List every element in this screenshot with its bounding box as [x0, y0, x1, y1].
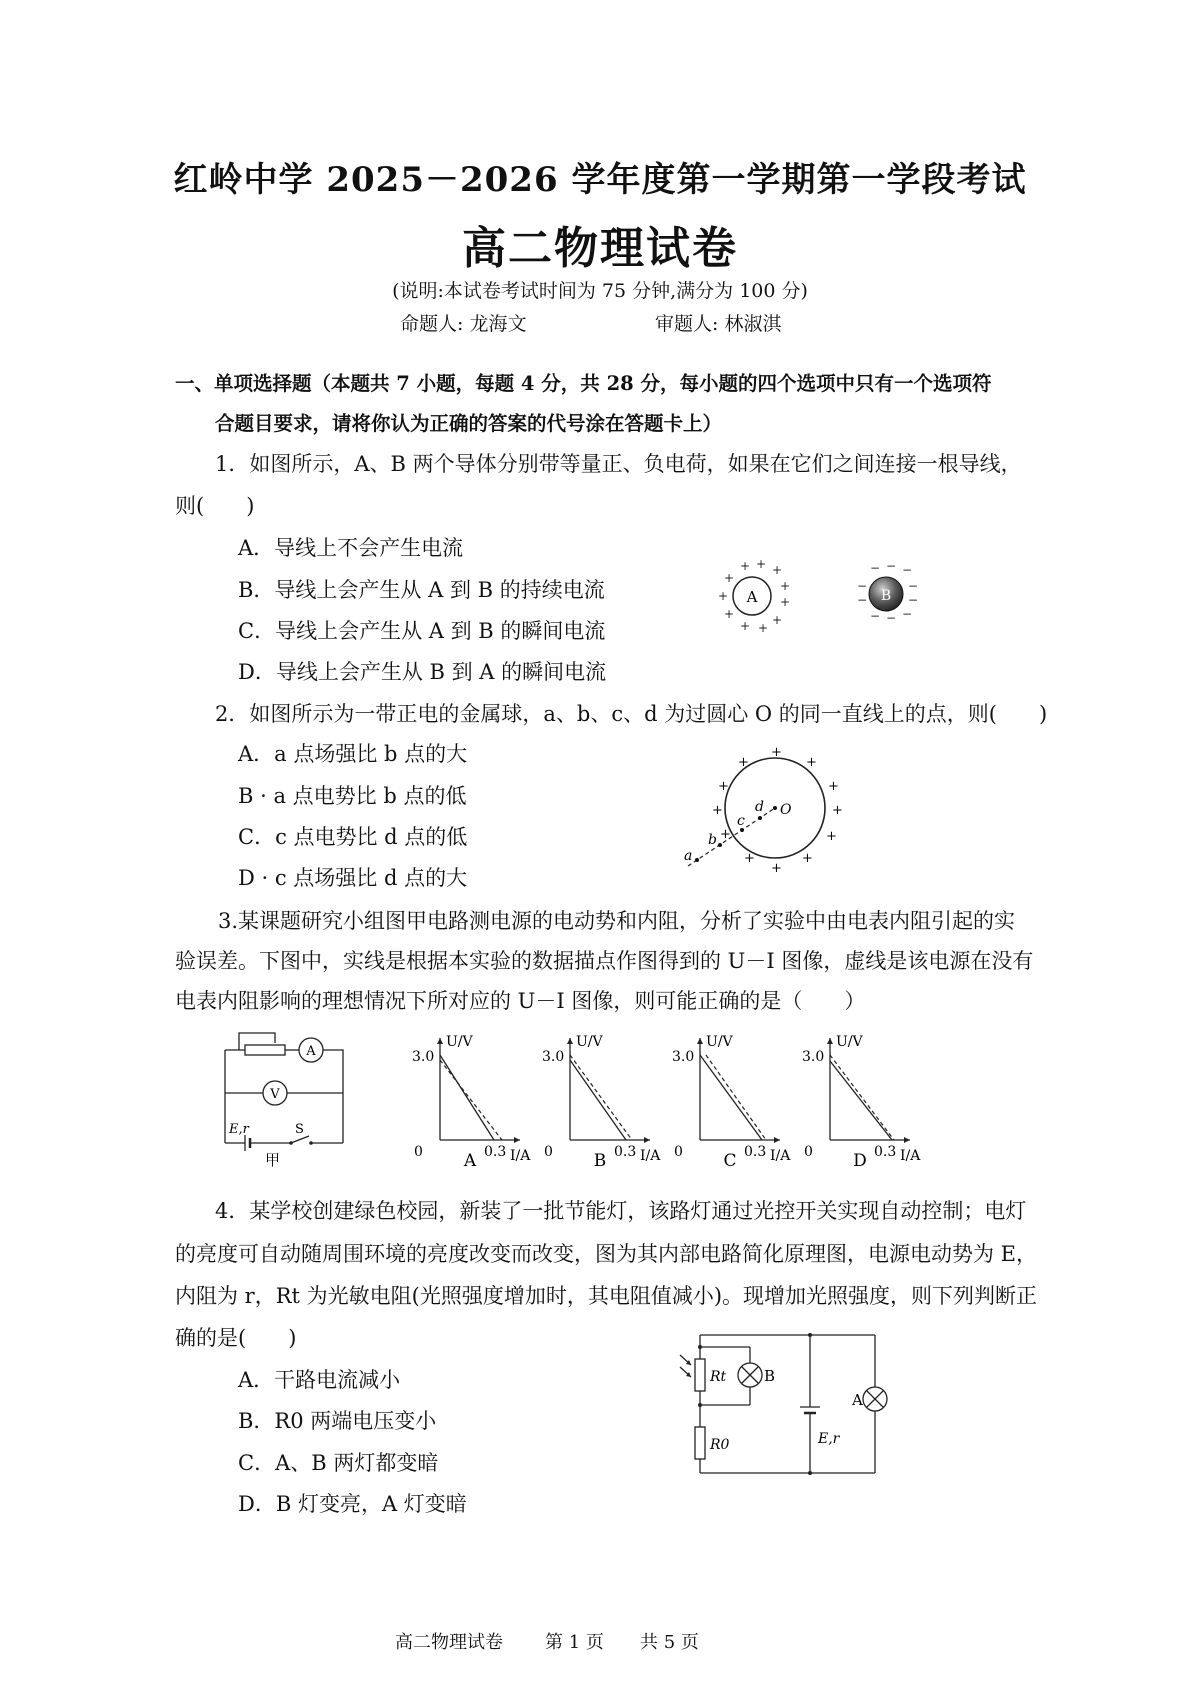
center-o-label: O — [780, 802, 792, 818]
exam-note: (说明:本试卷考试时间为 75 分钟,满分为 100 分) — [392, 280, 808, 302]
minus-sign: − — [908, 593, 919, 607]
q1-figure — [710, 557, 930, 636]
x-tick-label: 0.3 — [874, 1144, 897, 1160]
y-axis-arrow — [437, 1038, 443, 1044]
plus-sign: + — [802, 851, 813, 866]
plus-sign: + — [828, 779, 839, 794]
q4-option-a[interactable]: A．干路电流减小 — [238, 1368, 401, 1392]
q3-stem-cont: 验误差。下图中，实线是根据本实验的数据描点作图得到的 U－I 图像，虚线是该电源在没有 — [175, 949, 1034, 973]
q4-option-b[interactable]: B．R0 两端电压变小 — [238, 1409, 437, 1433]
plus-sign: + — [738, 755, 749, 770]
y-axis-label: U/V — [706, 1034, 733, 1050]
radial-line — [688, 808, 775, 866]
x-axis-label: I/A — [900, 1148, 921, 1164]
origin-label: 0 — [414, 1144, 423, 1160]
section-heading-cont: 合题目要求，请将你认为正确的答案的代号涂在答题卡上） — [215, 412, 723, 435]
lamp-a-label: A — [852, 1391, 863, 1409]
x-axis-arrow — [644, 1137, 650, 1143]
ideal-line — [440, 1060, 502, 1140]
q3-circuit — [215, 1025, 355, 1169]
voltmeter-label: V — [270, 1087, 280, 1102]
q2-stem: 2．如图所示为一带正电的金属球，a、b、c、d 为过圆心 O 的同一直线上的点，则( ) — [215, 702, 1048, 726]
q1-stem-cont: 则( ) — [175, 494, 255, 518]
setter-label: 命题人: 龙海文 — [400, 313, 527, 335]
q4-stem-cont2: 内阻为 r，Rt 为光敏电阻(光照强度增加时，其电阻值减小)。现增加光照强度，则下列判断正 — [175, 1284, 1038, 1308]
x-tick-label: 0.3 — [614, 1144, 637, 1160]
plus-sign: + — [780, 595, 791, 609]
paper-title: 高二物理试卷 — [462, 223, 738, 274]
q4-stem: 4．某学校创建绿色校园，新装了一批节能灯，该路灯通过光控开关实现自动控制；电灯 — [215, 1199, 1027, 1223]
ideal-line — [830, 1055, 894, 1140]
plus-sign: + — [718, 589, 729, 603]
y-axis-arrow — [697, 1038, 703, 1044]
plus-sign: + — [758, 621, 769, 635]
uv-graph-c — [670, 1030, 800, 1171]
minus-sign: − — [908, 579, 919, 593]
point-c-label: c — [737, 813, 745, 829]
plus-sign: + — [772, 563, 783, 577]
q1-option-c[interactable]: C．导线上会产生从 A 到 B 的瞬间电流 — [238, 619, 606, 643]
plus-sign: + — [826, 829, 837, 844]
sphere-b-label: B — [880, 588, 892, 604]
minus-sign: − — [902, 563, 913, 577]
ideal-line — [706, 1055, 766, 1140]
q4-option-c[interactable]: C．A、B 两灯都变暗 — [238, 1451, 439, 1475]
y-tick-label: 3.0 — [672, 1049, 695, 1065]
q1-stem: 1．如图所示，A、B 两个导体分别带等量正、负电荷，如果在它们之间连接一根导线， — [215, 452, 1022, 476]
x-tick-label: 0.3 — [744, 1144, 767, 1160]
sphere-a-label: A — [746, 588, 758, 606]
x-tick-label: 0.3 — [484, 1144, 507, 1160]
uv-graph-a — [410, 1030, 540, 1171]
point-d-label: d — [755, 799, 764, 815]
school-exam-title: 红岭中学 2025－2026 学年度第一学期第一学段考试 — [173, 160, 1027, 200]
q4-circuit — [680, 1325, 890, 1485]
y-axis-arrow — [827, 1038, 833, 1044]
minus-sign: − — [870, 561, 881, 575]
plus-sign: + — [720, 827, 731, 842]
q2-option-a[interactable]: A．a 点场强比 b 点的大 — [238, 742, 468, 766]
measured-line — [440, 1055, 494, 1140]
q2-option-d[interactable]: D · c 点场强比 d 点的大 — [238, 866, 468, 890]
circuit-caption: 甲 — [265, 1151, 281, 1169]
graph-caption: B — [593, 1151, 607, 1171]
q2-option-b[interactable]: B · a 点电势比 b 点的低 — [238, 784, 467, 808]
y-tick-label: 3.0 — [412, 1049, 435, 1065]
plus-sign: + — [724, 571, 735, 585]
plus-sign: + — [771, 861, 782, 876]
lamp-b-label: B — [764, 1367, 776, 1385]
plus-sign: + — [744, 851, 755, 866]
x-axis-arrow — [514, 1137, 520, 1143]
y-axis-label: U/V — [576, 1034, 603, 1050]
q2-option-c[interactable]: C．c 点电势比 d 点的低 — [238, 825, 468, 849]
q1-option-b[interactable]: B．导线上会产生从 A 到 B 的持续电流 — [238, 578, 605, 602]
minus-sign: − — [886, 559, 897, 573]
origin-label: 0 — [674, 1144, 683, 1160]
q4-stem-cont: 的亮度可自动随周围环境的亮度改变而改变，图为其内部电路简化原理图，电源电动势为 E， — [175, 1242, 1038, 1266]
photoresistor — [695, 1359, 705, 1391]
point-b-label: b — [708, 832, 717, 848]
plus-sign: + — [718, 779, 729, 794]
x-axis-label: I/A — [770, 1148, 791, 1164]
footer-paper: 高二物理试卷 — [395, 1632, 503, 1653]
q1-option-a[interactable]: A．导线上不会产生电流 — [238, 536, 464, 560]
section-heading: 一、单项选择题（本题共 7 小题，每题 4 分，共 28 分，每小题的四个选项中只有一个选项符 — [175, 372, 992, 395]
resistor-r0 — [695, 1427, 705, 1459]
q4-option-d[interactable]: D．B 灯变亮，A 灯变暗 — [238, 1492, 467, 1516]
plus-sign: + — [712, 803, 723, 818]
plus-sign: + — [832, 803, 843, 818]
switch-label: S — [295, 1122, 304, 1137]
graph-caption: A — [463, 1151, 477, 1171]
y-axis-label: U/V — [446, 1034, 473, 1050]
x-axis-arrow — [904, 1137, 910, 1143]
y-tick-label: 3.0 — [542, 1049, 565, 1065]
rt-label: Rt — [710, 1369, 727, 1385]
minus-sign: − — [886, 611, 897, 625]
minus-sign: − — [870, 609, 881, 623]
origin-label: 0 — [804, 1144, 813, 1160]
plus-sign: + — [780, 579, 791, 593]
source-label: E,r — [818, 1431, 840, 1447]
minus-sign: − — [902, 607, 913, 621]
q4-stem-cont3: 确的是( ) — [175, 1326, 297, 1350]
q1-option-d[interactable]: D．导线上会产生从 B 到 A 的瞬间电流 — [238, 660, 607, 684]
q3-stem: 3.某课题研究小组图甲电路测电源的电动势和内阻，分析了实验中由电表内阻引起的实 — [218, 909, 1016, 933]
footer-total: 共 5 页 — [640, 1632, 699, 1653]
graph-caption: D — [853, 1151, 867, 1171]
plus-sign: + — [740, 619, 751, 633]
point-a-label: a — [684, 848, 693, 864]
r0-label: R0 — [710, 1437, 730, 1453]
uv-graph-d — [800, 1030, 930, 1171]
y-axis-label: U/V — [836, 1034, 863, 1050]
plus-sign: + — [772, 613, 783, 627]
ideal-line — [570, 1055, 632, 1140]
q2-figure — [680, 745, 843, 878]
switch — [291, 1136, 309, 1143]
x-axis-label: I/A — [640, 1148, 661, 1164]
plus-sign: + — [806, 755, 817, 770]
measured-line — [830, 1061, 892, 1140]
plus-sign: + — [724, 607, 735, 621]
x-axis-label: I/A — [510, 1148, 531, 1164]
ammeter-label: A — [306, 1044, 316, 1059]
y-tick-label: 3.0 — [802, 1049, 825, 1065]
plus-sign: + — [756, 557, 767, 571]
minus-sign: − — [857, 593, 868, 607]
q3-stem-cont2: 电表内阻影响的理想情况下所对应的 U－I 图像，则可能正确的是（ ） — [175, 989, 866, 1013]
minus-sign: − — [857, 579, 868, 593]
plus-sign: + — [740, 559, 751, 573]
source-label: E,r — [229, 1122, 249, 1137]
rheostat — [245, 1045, 285, 1055]
x-axis-arrow — [774, 1137, 780, 1143]
footer-page: 第 1 页 — [545, 1632, 604, 1653]
graph-caption: C — [723, 1151, 737, 1171]
measured-line — [570, 1060, 626, 1140]
measured-line — [700, 1055, 762, 1140]
y-axis-arrow — [567, 1038, 573, 1044]
plus-sign: + — [771, 745, 782, 760]
reviewer-label: 审题人: 林淑淇 — [655, 313, 782, 335]
origin-label: 0 — [544, 1144, 553, 1160]
uv-graph-b — [540, 1030, 670, 1171]
